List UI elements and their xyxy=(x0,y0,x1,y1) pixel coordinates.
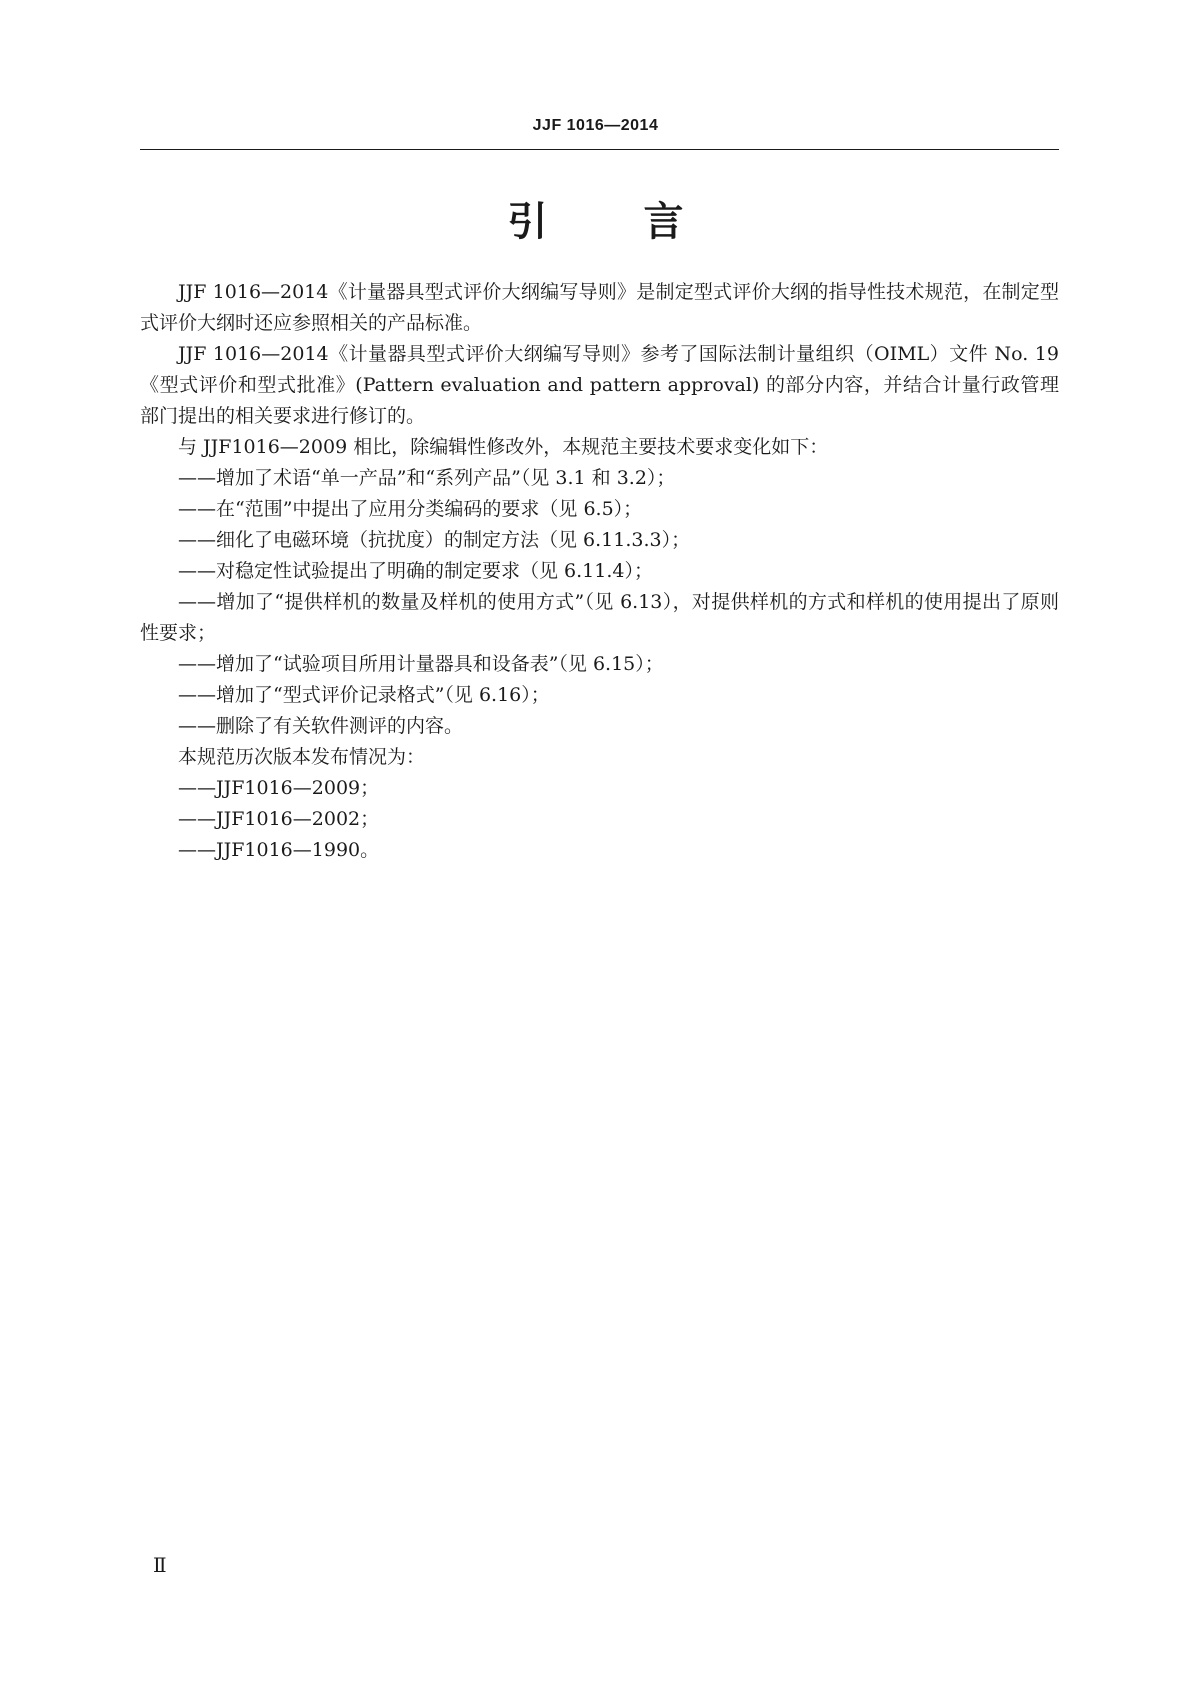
change-item: ——增加了“试验项目所用计量器具和设备表”（见 6.15）； xyxy=(178,653,664,675)
change-item: ——在“范围”中提出了应用分类编码的要求（见 6.5）； xyxy=(178,498,643,520)
change-item: ——增加了“提供样机的数量及样机的使用方式”（见 6.13），对提供样机的方式和样机的使用提出了原则性要求； xyxy=(140,591,1059,644)
change-item: ——删除了有关软件测评的内容。 xyxy=(178,715,464,737)
history-item: ——JJF1016—2009； xyxy=(178,777,380,799)
page-title xyxy=(0,190,1191,247)
change-item: ——对稳定性试验提出了明确的制定要求（见 6.11.4）； xyxy=(178,560,653,582)
history-item: ——JJF1016—1990。 xyxy=(178,839,380,861)
running-header: JJF 1016—2014 xyxy=(532,117,659,134)
page-title-char-2: 言 xyxy=(643,199,684,245)
foreword-body xyxy=(140,277,1059,866)
change-item: ——增加了“型式评价记录格式”（见 6.16）； xyxy=(178,684,550,706)
change-item: ——增加了术语“单一产品”和“系列产品”（见 3.1 和 3.2）； xyxy=(178,467,676,489)
paragraph-intro: JJF 1016—2014《计量器具型式评价大纲编写导则》是制定型式评价大纲的指导性技术规范，在制定型式评价大纲时还应参照相关的产品标准。 xyxy=(140,281,1059,334)
page-title-char-1: 引 xyxy=(507,199,548,245)
paragraph-reference: JJF 1016—2014《计量器具型式评价大纲编写导则》参考了国际法制计量组织（OIML）文件 No. 19《型式评价和型式批准》(Pattern evaluation and pattern approval) 的部分内容，并结合计量行政管理部门提出的相关要求进行修订的。 xyxy=(140,343,1059,427)
header-rule xyxy=(140,149,1059,150)
change-item: ——细化了电磁环境（抗扰度）的制定方法（见 6.11.3.3）； xyxy=(178,529,691,551)
page-number: Ⅱ xyxy=(153,1553,167,1577)
paragraph-history-intro: 本规范历次版本发布情况为： xyxy=(178,746,426,768)
history-item: ——JJF1016—2002； xyxy=(178,808,380,830)
paragraph-changes-intro: 与 JJF1016—2009 相比，除编辑性修改外，本规范主要技术要求变化如下： xyxy=(178,436,829,458)
